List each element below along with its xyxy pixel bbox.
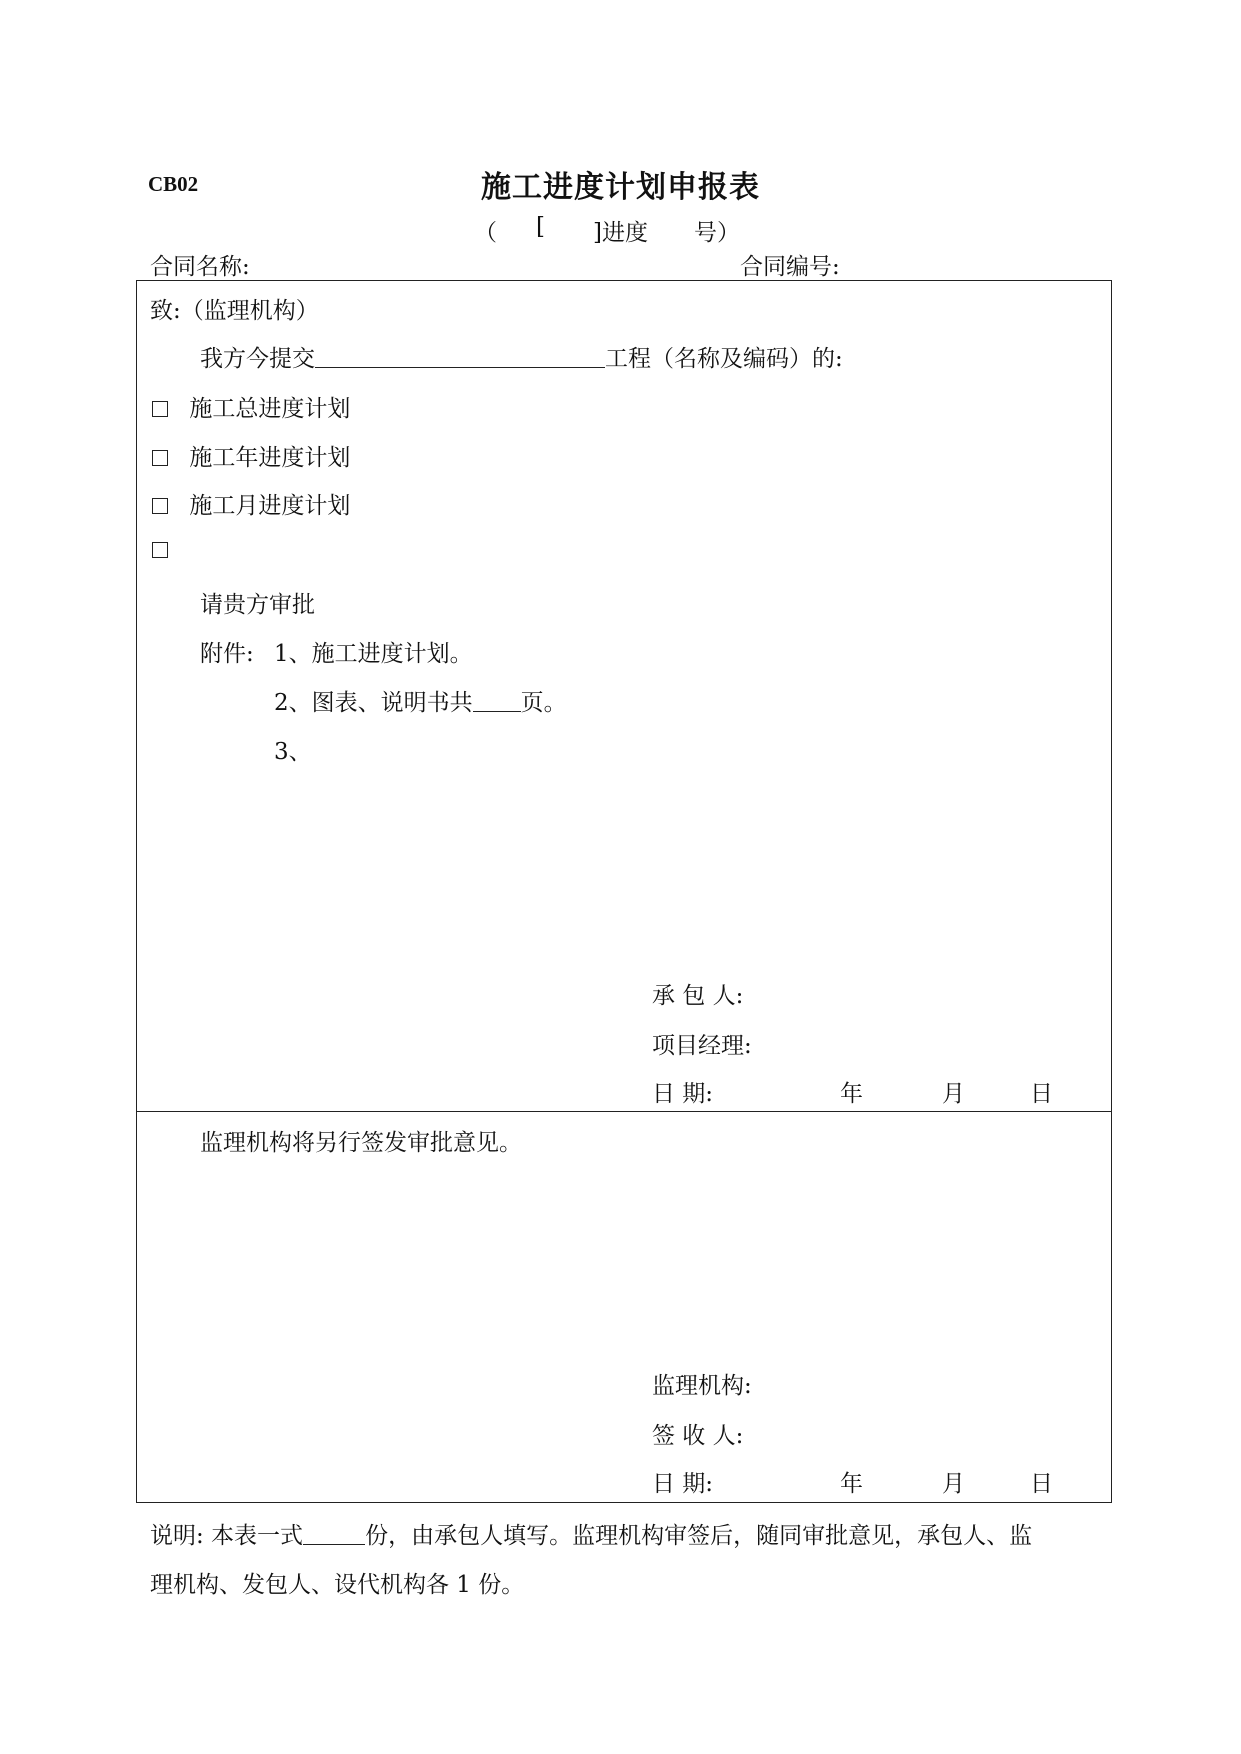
attach-label: 附件: [200, 641, 254, 667]
form-code: CB02 [148, 172, 199, 196]
attachment-1: 1、施工进度计划。 [274, 641, 473, 667]
receiver-label: 签 收 人: [652, 1423, 744, 1449]
note-part2: 份，由承包人填写。监理机构审签后，随同审批意见，承包人、监 [365, 1523, 1033, 1549]
copies-blank[interactable] [303, 1524, 365, 1545]
option-label: 施工年进度计划 [189, 445, 351, 471]
option-label: 施工总进度计划 [189, 396, 351, 422]
checkbox-monthly-plan[interactable] [152, 498, 168, 514]
contractor-label: 承 包 人: [652, 983, 744, 1009]
submit-suffix: 工程（名称及编码）的: [605, 346, 843, 372]
subtitle-close: 号） [694, 220, 740, 246]
date-label: 日 期: [652, 1081, 714, 1107]
footer-note-line2: 理机构、发包人、设代机构各 1 份。 [150, 1572, 525, 1598]
note-part1: 说明: 本表一式 [150, 1523, 304, 1549]
option-row-4 [152, 537, 182, 563]
project-manager-label: 项目经理: [652, 1033, 752, 1059]
page-title: 施工进度计划申报表 [481, 170, 760, 205]
subtitle-bracket-open: [ [536, 214, 545, 240]
option-label: 施工月进度计划 [189, 493, 351, 519]
project-name-blank[interactable] [315, 347, 605, 368]
submit-prefix: 我方今提交 [200, 346, 315, 372]
submit-line [200, 340, 843, 373]
contract-name-label: 合同名称: [150, 254, 250, 280]
checkbox-master-plan[interactable] [152, 401, 168, 417]
month-label: 月 [942, 1081, 965, 1107]
attachment-2-suffix: 页。 [520, 690, 567, 716]
option-row-3 [152, 487, 350, 520]
attachment-3: 3、 [274, 739, 312, 765]
month-label-2: 月 [942, 1471, 965, 1497]
option-row-2 [152, 439, 350, 472]
year-label: 年 [840, 1081, 863, 1107]
to-line: 致:（监理机构） [150, 298, 319, 324]
attachment-2 [274, 684, 567, 717]
day-label-2: 日 [1030, 1471, 1053, 1497]
footer-note-line1 [150, 1517, 1032, 1550]
page-count-blank[interactable] [473, 691, 521, 712]
request-text: 请贵方审批 [200, 592, 315, 618]
option-row-1 [152, 390, 350, 423]
checkbox-other-plan[interactable] [152, 542, 168, 558]
checkbox-annual-plan[interactable] [152, 450, 168, 466]
subtitle-open: （ [474, 220, 497, 246]
attachment-2-text: 2、图表、说明书共 [274, 690, 473, 716]
supervisor-org-label: 监理机构: [652, 1373, 752, 1399]
approval-box [136, 1110, 1112, 1503]
contract-no-label: 合同编号: [740, 254, 840, 280]
day-label: 日 [1030, 1081, 1053, 1107]
subtitle-progress: ]进度 [593, 220, 648, 246]
year-label-2: 年 [840, 1471, 863, 1497]
approval-opinion: 监理机构将另行签发审批意见。 [200, 1130, 522, 1156]
date-label-2: 日 期: [652, 1471, 714, 1497]
